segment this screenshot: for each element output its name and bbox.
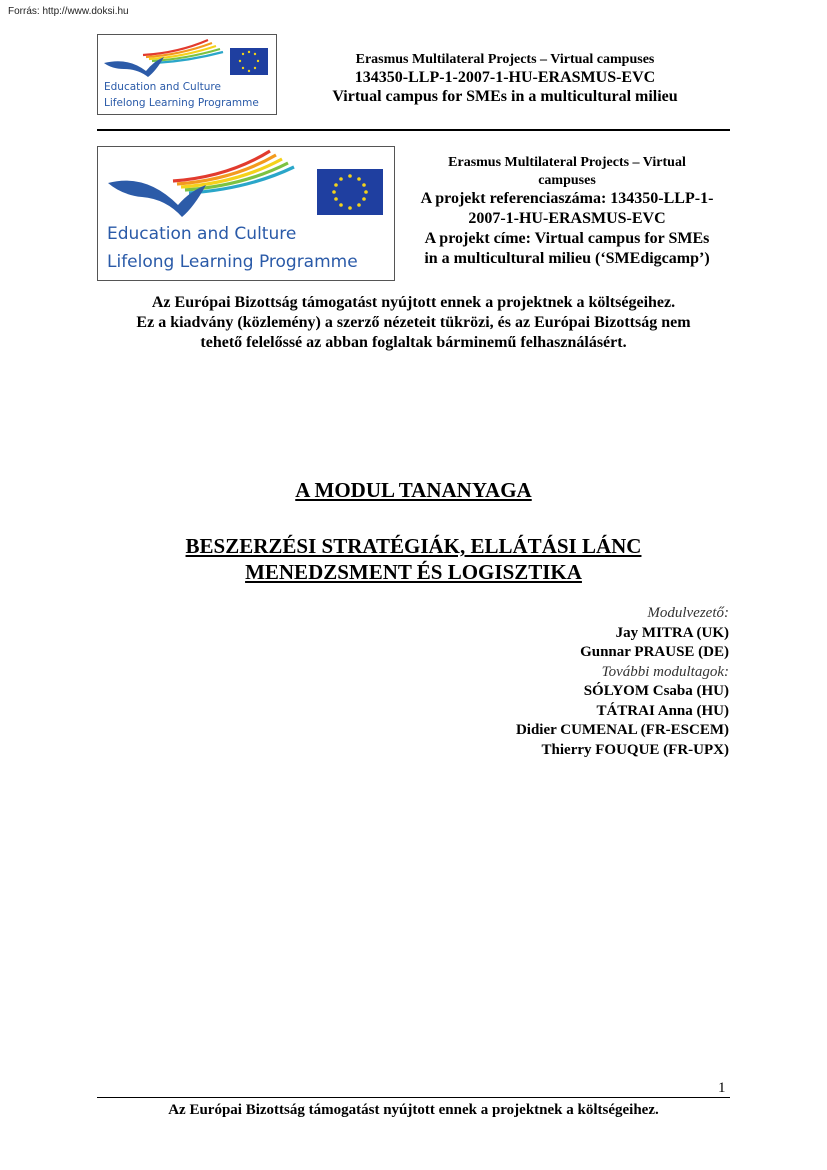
header-logo (97, 34, 277, 115)
members-label: További modultagok: (601, 663, 729, 680)
source-label: Forrás: http://www.doksi.hu (8, 6, 129, 17)
header-line2: 134350-LLP-1-2007-1-HU-ERASMUS-EVC (354, 69, 656, 86)
disclaimer-line3: tehető felelőssé az abban foglaltak bárminemű felhasználásért. (200, 334, 627, 351)
logo-line2: Lifelong Learning Programme (107, 252, 358, 272)
logo-line1: Education and Culture (104, 81, 221, 93)
module-subtitle (60, 533, 767, 585)
project-line3: A projekt referenciaszáma: 134350-LLP-1- (420, 190, 714, 207)
subtitle-line1: BESZERZÉSI STRATÉGIÁK, ELLÁTÁSI LÁNC (185, 534, 642, 558)
project-info (402, 154, 732, 269)
disclaimer-line2: Ez a kiadvány (közlemény) a szerző nézeteit tükrözi, és az Európai Bizottság nem (136, 314, 691, 331)
project-line5: A projekt címe: Virtual campus for SMEs (424, 230, 710, 247)
leader-name: Jay MITRA (UK) (615, 624, 729, 641)
header-line3: Virtual campus for SMEs in a multicultural milieu (332, 88, 678, 105)
member-name: Didier CUMENAL (FR-ESCEM) (515, 722, 729, 738)
disclaimer (60, 293, 767, 353)
subtitle-line2: MENEDZSMENT ÉS LOGISZTIKA (245, 560, 582, 584)
project-line4: 2007-1-HU-ERASMUS-EVC (468, 210, 666, 227)
project-line1: Erasmus Multilateral Projects – Virtual (448, 155, 686, 170)
footer-divider (97, 1097, 730, 1098)
project-line2: campuses (538, 173, 596, 188)
page-number: 1 (718, 1080, 726, 1096)
header-divider (97, 129, 730, 131)
member-name: Thierry FOUQUE (FR-UPX) (541, 741, 729, 758)
main-logo (97, 146, 395, 281)
page-header (290, 51, 720, 106)
project-line6: in a multicultural milieu (‘SMEdigcamp’) (424, 250, 710, 267)
member-name: SÓLYOM Csaba (HU) (583, 683, 729, 699)
disclaimer-line1: Az Európai Bizottság támogatást nyújtott ennek a projektnek a költségeihez. (151, 294, 676, 311)
page-footer: Az Európai Bizottság támogatást nyújtott ennek a projektnek a költségeihez. (168, 1102, 659, 1118)
page-title: A MODUL TANANYAGA (295, 478, 532, 502)
header-line1: Erasmus Multilateral Projects – Virtual campuses (355, 52, 655, 67)
authors-block (380, 604, 729, 760)
logo-line2: Lifelong Learning Programme (104, 97, 259, 109)
leaders-label: Modulvezető: (647, 605, 729, 621)
logo-line1: Education and Culture (107, 224, 297, 244)
member-name: TÁTRAI Anna (HU) (596, 702, 729, 719)
leader-name: Gunnar PRAUSE (DE) (580, 644, 729, 660)
